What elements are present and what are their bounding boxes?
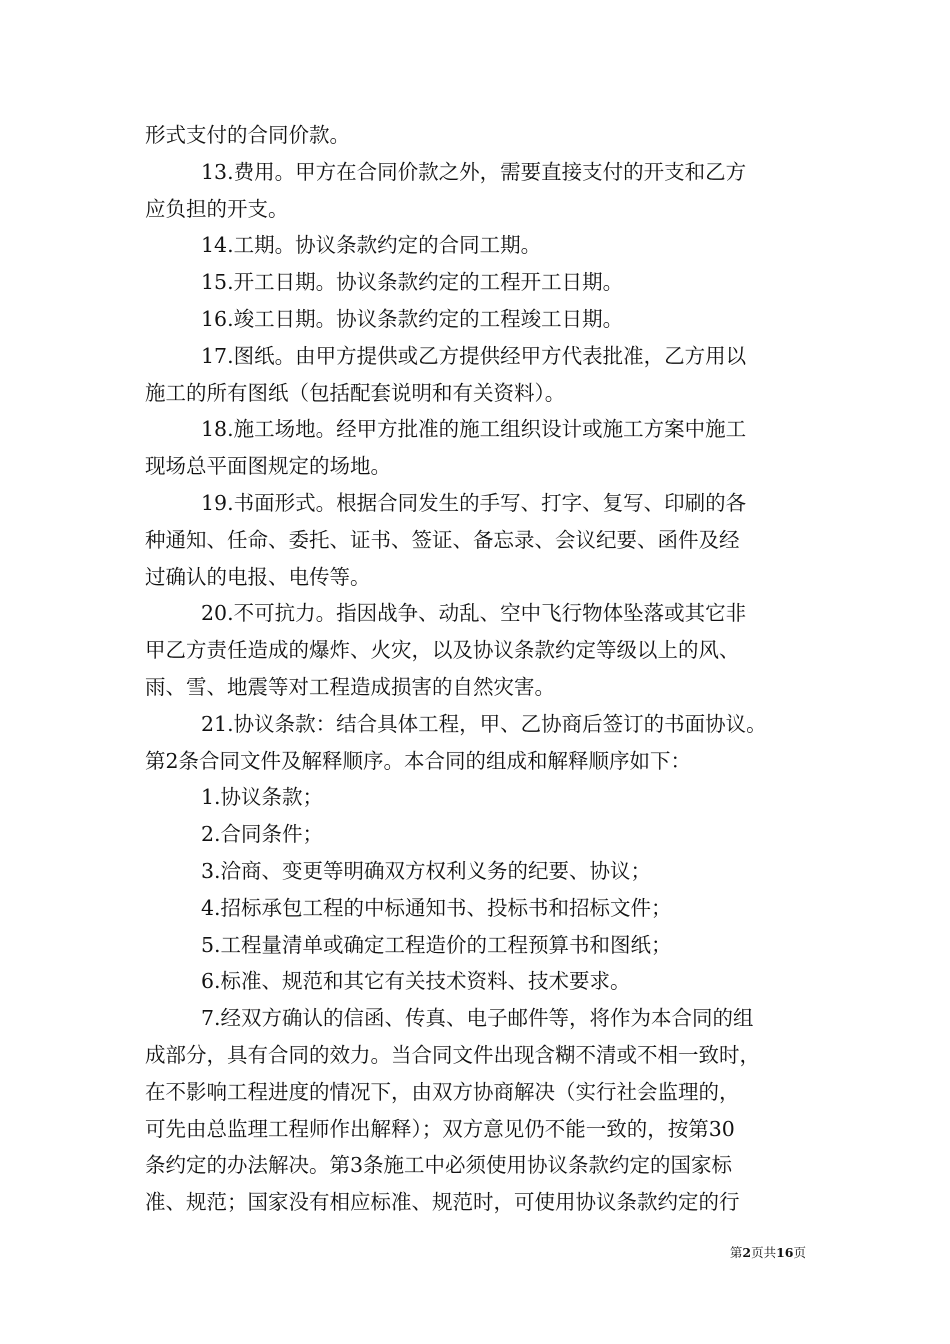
page-footer bbox=[0, 1243, 806, 1263]
text-line: 准、规范；国家没有相应标准、规范时，可使用协议条款约定的行 bbox=[145, 1190, 740, 1215]
text-line: 条约定的办法解决。第3条施工中必须使用协议条款约定的国家标 bbox=[145, 1153, 733, 1178]
text-line: 第2条合同文件及解释顺序。本合同的组成和解释顺序如下： bbox=[145, 748, 692, 773]
text-line: 应负担的开支。 bbox=[145, 196, 289, 221]
text-line: 7.经双方确认的信函、传真、电子邮件等，将作为本合同的组 bbox=[201, 1006, 754, 1031]
text-line: 5.工程量清单或确定工程造价的工程预算书和图纸； bbox=[201, 932, 672, 957]
footer-total-pages: 16 bbox=[776, 1245, 794, 1260]
text-line: 形式支付的合同价款。 bbox=[145, 123, 350, 147]
footer-middle: 页共 bbox=[751, 1245, 777, 1260]
text-line: 成部分，具有合同的效力。当合同文件出现含糊不清或不相一致时， bbox=[145, 1042, 760, 1067]
footer-prefix: 第 bbox=[729, 1245, 743, 1260]
text-line: 雨、雪、地震等对工程造成损害的自然灾害。 bbox=[145, 674, 555, 699]
document-body bbox=[145, 117, 830, 1221]
text-line: 6.标准、规范和其它有关技术资料、技术要求。 bbox=[201, 969, 631, 994]
text-line: 14.工期。协议条款约定的合同工期。 bbox=[201, 233, 542, 258]
text-line: 在不影响工程进度的情况下，由双方协商解决（实行社会监理的， bbox=[145, 1079, 740, 1104]
text-line: 甲乙方责任造成的爆炸、火灾，以及协议条款约定等级以上的风、 bbox=[145, 638, 740, 663]
text-line: 15.开工日期。协议条款约定的工程开工日期。 bbox=[201, 270, 624, 295]
text-line: 21.协议条款：结合具体工程，甲、乙协商后签订的书面协议。 bbox=[201, 711, 767, 736]
text-line: 可先由总监理工程师作出解释）；双方意见仍不能一致的，按第30 bbox=[145, 1116, 735, 1141]
text-line: 16.竣工日期。协议条款约定的工程竣工日期。 bbox=[201, 306, 624, 331]
text-line: 1.协议条款； bbox=[201, 785, 324, 810]
text-line: 18.施工场地。经甲方批准的施工组织设计或施工方案中施工 bbox=[201, 417, 747, 442]
footer-current-page: 2 bbox=[742, 1245, 752, 1260]
text-line: 19.书面形式。根据合同发生的手写、打字、复写、印刷的各 bbox=[201, 490, 747, 515]
text-line: 种通知、任命、委托、证书、签证、备忘录、会议纪要、函件及经 bbox=[145, 527, 740, 552]
text-line: 3.洽商、变更等明确双方权利义务的纪要、协议； bbox=[201, 858, 652, 883]
text-line: 现场总平面图规定的场地。 bbox=[145, 454, 391, 479]
text-line: 过确认的电报、电传等。 bbox=[145, 564, 371, 589]
text-line: 13.费用。甲方在合同价款之外，需要直接支付的开支和乙方 bbox=[201, 159, 747, 184]
text-line: 2.合同条件； bbox=[201, 822, 324, 847]
text-line: 4.招标承包工程的中标通知书、投标书和招标文件； bbox=[201, 895, 672, 920]
text-line: 17.图纸。由甲方提供或乙方提供经甲方代表批准，乙方用以 bbox=[201, 343, 747, 368]
text-line: 施工的所有图纸（包括配套说明和有关资料）。 bbox=[145, 380, 566, 405]
footer-suffix: 页 bbox=[793, 1245, 806, 1260]
text-line: 20.不可抗力。指因战争、动乱、空中飞行物体坠落或其它非 bbox=[201, 601, 747, 626]
